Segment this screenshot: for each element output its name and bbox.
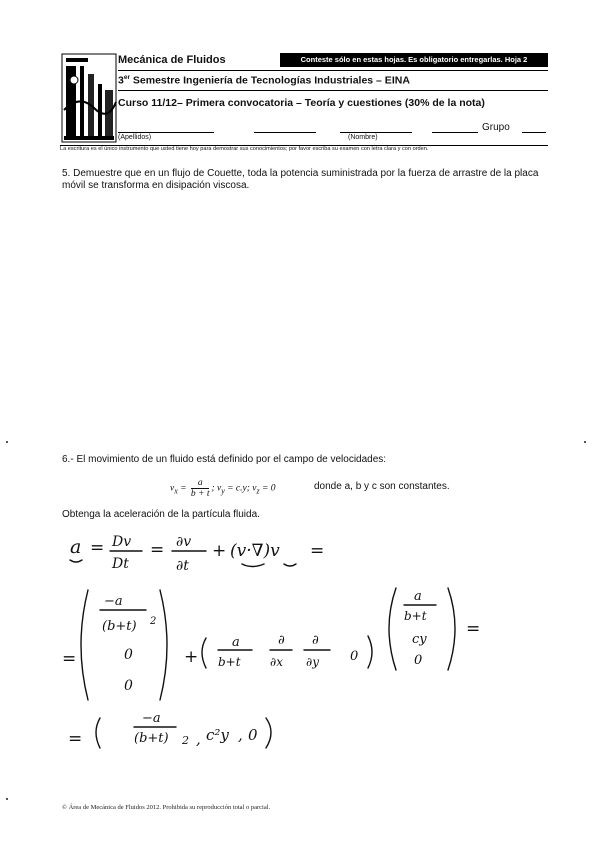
- vector-underline-mark: [70, 560, 82, 562]
- svg-text:b+t: b+t: [218, 655, 241, 669]
- margin-mark: [584, 441, 586, 443]
- constants-note: donde a, b y c son constantes.: [314, 481, 450, 492]
- svg-text:b+t: b+t: [404, 609, 427, 623]
- svg-text:0: 0: [350, 649, 359, 664]
- question-6: 6.- El movimiento de un fluido está definido por el campo de velocidades:: [62, 454, 387, 465]
- course-title: Mecánica de Fluidos: [118, 54, 226, 66]
- left-paren-mark: [202, 638, 206, 668]
- svg-text:Dv: Dv: [112, 534, 132, 550]
- svg-text:=: =: [68, 729, 83, 749]
- program-superscript: er: [123, 74, 130, 81]
- exam-title: Curso 11/12– Primera convocatoria – Teoría y cuestiones (30% de la nota): [118, 97, 485, 109]
- svg-text:cy: cy: [412, 632, 427, 647]
- right-paren-mark: [160, 590, 167, 700]
- svg-text:Dt: Dt: [112, 556, 129, 572]
- svg-text:0: 0: [414, 653, 423, 668]
- svg-text:∂: ∂: [278, 633, 285, 648]
- margin-mark: [6, 441, 8, 443]
- accel-symbol: a: [70, 536, 82, 558]
- apellidos-label: (Apellidos): [118, 134, 152, 141]
- svg-text:−a: −a: [142, 711, 161, 726]
- svg-text:=: =: [310, 541, 325, 561]
- grupo-label: Grupo: [482, 122, 510, 133]
- question-6-instruction: Obtenga la aceleración de la partícula fluida.: [62, 509, 260, 520]
- vector-underline-mark: [242, 564, 296, 567]
- svg-text:,: ,: [238, 726, 243, 744]
- program-name: Semestre Ingeniería de Tecnologías Industriales – EINA: [130, 74, 410, 87]
- svg-text:∂y: ∂y: [306, 655, 319, 669]
- svg-text:2: 2: [182, 734, 189, 747]
- svg-text:a: a: [414, 589, 422, 604]
- svg-text:(b+t): (b+t): [134, 731, 169, 746]
- svg-text:(b+t): (b+t): [102, 619, 137, 634]
- svg-text:∂: ∂: [312, 633, 319, 648]
- svg-text:a: a: [232, 635, 240, 650]
- svg-text:(v·∇)v: (v·∇)v: [230, 541, 280, 561]
- copyright-footer: © Área de Mecánica de Fluidos 2012. Prohibida su reproducción total o parcial.: [62, 804, 271, 811]
- instructions-banner: Conteste sólo en estas hojas. Es obligatorio entregarlas. Hoja 2: [280, 53, 548, 67]
- svg-text:=: =: [90, 538, 105, 558]
- margin-mark: [6, 798, 8, 800]
- answer-line-2: [62, 588, 480, 700]
- svg-text:,: ,: [196, 730, 201, 748]
- svg-text:=: =: [150, 540, 165, 560]
- left-paren-mark: [81, 590, 88, 700]
- svg-text:=: =: [62, 649, 77, 669]
- nombre-label: (Nombre): [348, 134, 378, 141]
- svg-text:2: 2: [150, 616, 157, 627]
- svg-text:∂v: ∂v: [176, 534, 192, 550]
- svg-text:∂x: ∂x: [270, 655, 283, 669]
- disclaimer: La escritura es el único instrumento que usted tiene hoy para demostrar sus conocimientos; por favor escriba su examen con letra clara y con orden.: [60, 146, 429, 152]
- answer-line-3: [68, 711, 271, 749]
- velocity-field-formula: $v_x$ = $\frac{a}{b + t}$ ; $v_y = c.y$; $v_z = 0$: [170, 478, 276, 499]
- svg-text:−a: −a: [104, 594, 123, 609]
- answer-line-1: [70, 534, 324, 574]
- question-5: 5. Demuestre que en un flujo de Couette, toda la potencia suministrada por la fuerza de arrastre de la placa móvil se transforma en disipación viscosa.: [62, 168, 539, 191]
- left-paren-mark: [96, 718, 100, 748]
- program-prefix: 3: [118, 74, 124, 87]
- svg-text:0: 0: [124, 678, 133, 694]
- right-paren-mark: [266, 718, 271, 748]
- svg-text:c²y: c²y: [206, 726, 229, 744]
- left-paren-mark: [389, 588, 396, 670]
- right-paren-mark: [368, 636, 372, 668]
- svg-text:+: +: [212, 541, 227, 561]
- svg-text:=: =: [466, 619, 481, 639]
- svg-text:+: +: [184, 647, 199, 667]
- svg-text:0: 0: [248, 726, 258, 744]
- right-paren-mark: [448, 588, 455, 670]
- svg-text:0: 0: [124, 647, 133, 663]
- svg-text:∂t: ∂t: [176, 558, 189, 574]
